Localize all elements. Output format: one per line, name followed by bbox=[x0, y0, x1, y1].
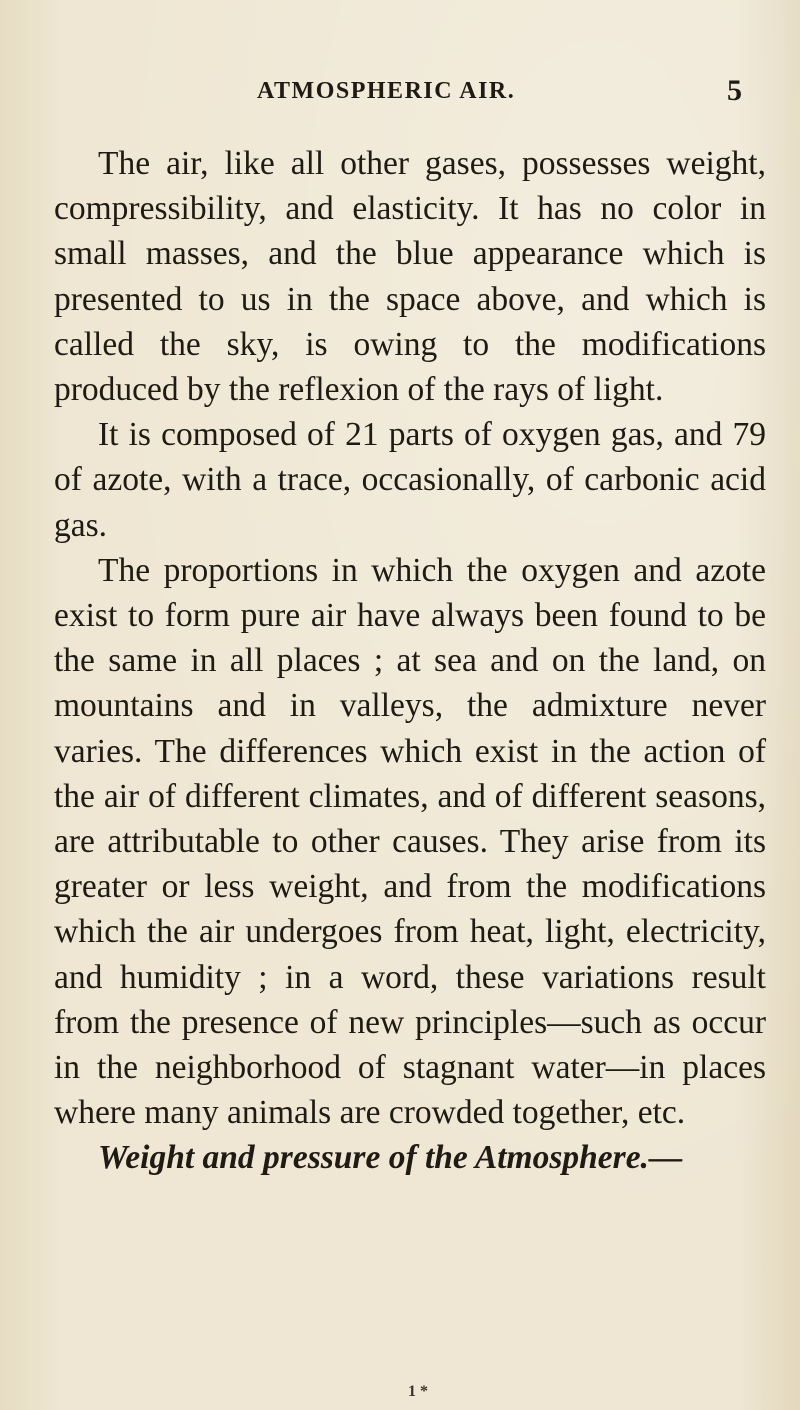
body-text bbox=[54, 141, 766, 1181]
paragraph-air-properties: The air, like all other gases, possesses weight, compressibility, and elasticity. It has no color in small masses, and the blue appearance which is presented to us in the space above, and which is called the sky, is owing to the modifications produced by the reflexion of the rays of light. bbox=[54, 145, 766, 409]
paragraph-air-proportions: The proportions in which the oxygen and azote exist to form pure air have always been found to be the same in all places ; at sea and on the land, on mountains and in valleys, the admixture never varies. The differences which exist in the action of the air of different climates, and of different seasons, are attributable to other causes. They arise from its greater or less weight, and from the modifications which the air undergoes from heat, light, electricity, and humidity ; in a word, these variations result from the presence of new principles—such as occur in the neighborhood of stagnant water—in places where many animals are crowded together, etc. bbox=[54, 551, 766, 1132]
page-number: 5 bbox=[727, 74, 742, 107]
signature-mark: 1 * bbox=[408, 1383, 428, 1400]
running-title: ATMOSPHERIC AIR. bbox=[257, 78, 516, 104]
page-header bbox=[90, 74, 742, 112]
paragraph-air-composition: It is composed of 21 parts of oxygen gas, and 79 of azote, with a trace, occasionally, of carbonic acid gas. bbox=[54, 416, 766, 544]
section-heading: Weight and pressure of the Atmosphere.— bbox=[98, 1139, 683, 1177]
